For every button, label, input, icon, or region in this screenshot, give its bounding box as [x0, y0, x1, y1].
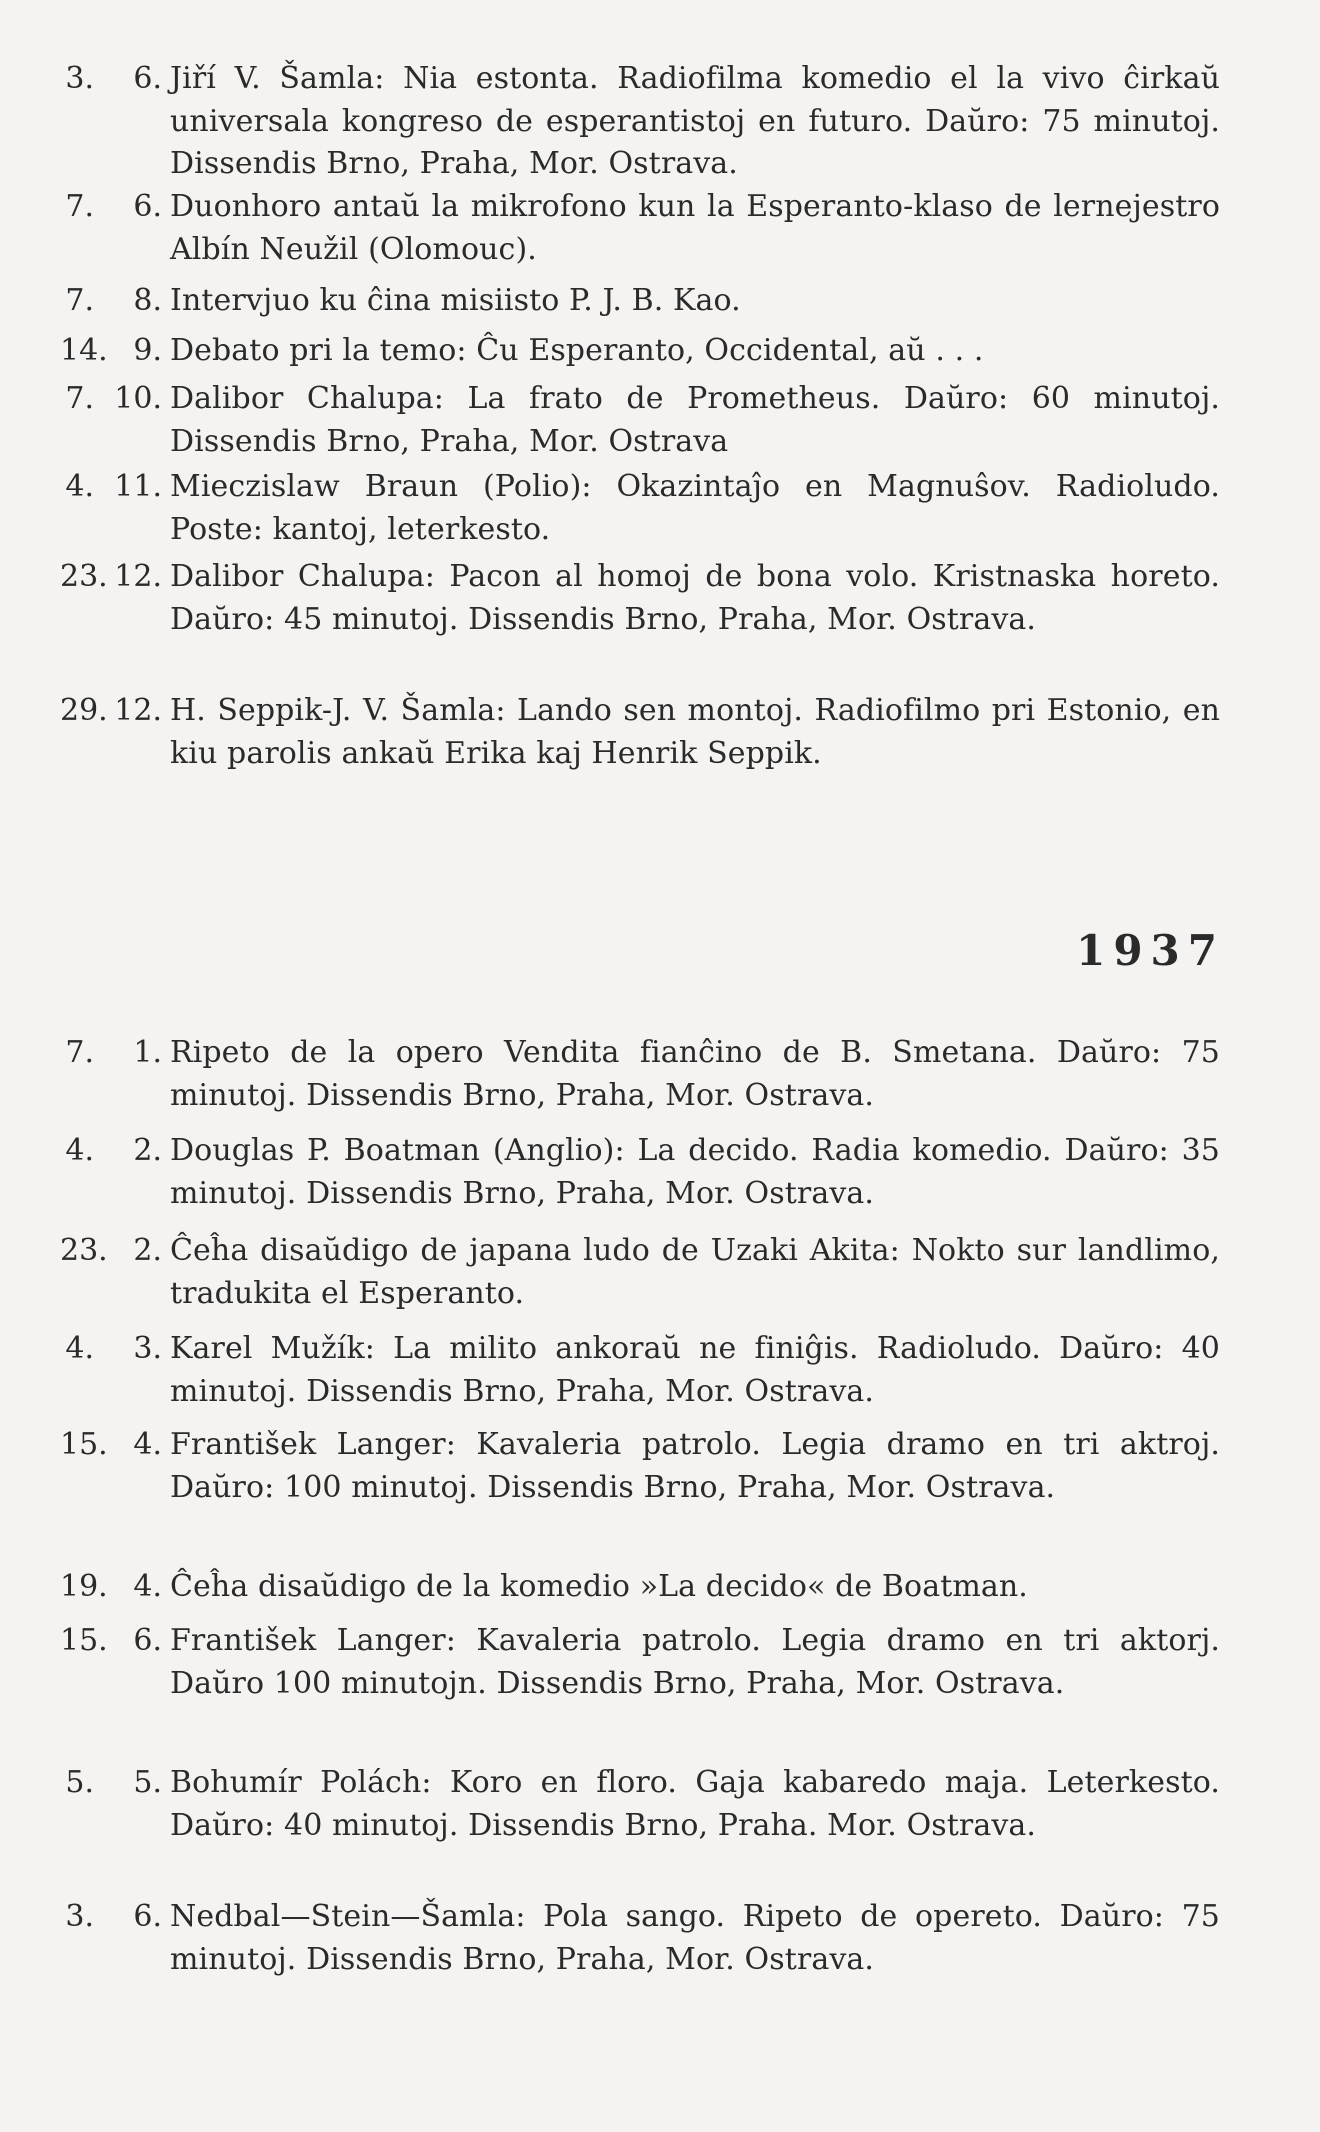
entry-month: 4.	[133, 1427, 162, 1462]
entry-day: 7.	[65, 381, 94, 416]
entry-day: 23.	[60, 1233, 108, 1268]
entry-month: 6.	[133, 1899, 162, 1934]
entry-day: 7.	[65, 283, 94, 318]
entry-day: 5.	[65, 1765, 94, 1800]
list-item	[60, 556, 1220, 641]
list-item	[60, 1566, 1220, 1609]
entry-month: 11.	[114, 469, 162, 504]
entry-text: Karel Mužík: La milito ankoraŭ ne finiĝis. Radioludo. Daŭro: 40 minutoj. Dissendis Brno, Praha, Mor. Ostrava.	[170, 1331, 1220, 1409]
entry-month: 8.	[133, 283, 162, 318]
entry-day: 4.	[65, 1133, 94, 1168]
entry-text: František Langer: Kavaleria patrolo. Legia dramo en tri aktroj. Daŭro: 100 minutoj. Dissendis Brno, Praha, Mor. Ostrava.	[170, 1427, 1220, 1505]
entry-text: H. Seppik-J. V. Šamla: Lando sen montoj. Radiofilmo pri Estonio, en kiu parolis ankaŭ Erika kaj Henrik Seppik.	[170, 693, 1220, 771]
entry-text: František Langer: Kavaleria patrolo. Legia dramo en tri aktorj. Daŭro 100 minutojn. Dissendis Brno, Praha, Mor. Ostrava.	[170, 1623, 1220, 1701]
year-heading: 1937	[1076, 926, 1225, 975]
entry-day: 23.	[60, 559, 108, 594]
entry-day: 14.	[60, 333, 108, 368]
entry-text: Douglas P. Boatman (Anglio): La decido. Radia komedio. Daŭro: 35 minutoj. Dissendis Brno, Praha, Mor. Ostrava.	[170, 1133, 1220, 1211]
list-item	[60, 1896, 1220, 1981]
list-item	[60, 1620, 1220, 1705]
entry-month: 6.	[133, 189, 162, 224]
list-item	[60, 1032, 1220, 1117]
list-item	[60, 1230, 1220, 1315]
entry-month: 2.	[133, 1133, 162, 1168]
list-item	[60, 466, 1220, 551]
entry-day: 4.	[65, 1331, 94, 1366]
entry-month: 3.	[133, 1331, 162, 1366]
entry-text: Dalibor Chalupa: Pacon al homoj de bona volo. Kristnaska horeto. Daŭro: 45 minutoj. Dissendis Brno, Praha, Mor. Ostrava.	[170, 559, 1220, 637]
entry-day: 7.	[65, 1035, 94, 1070]
entry-day: 3.	[65, 61, 94, 96]
list-item	[60, 280, 1220, 323]
entry-day: 19.	[60, 1569, 108, 1604]
entry-text: Ĉeĥa disaŭdigo de la komedio »La decido« de Boatman.	[170, 1569, 1028, 1604]
entry-month: 6.	[133, 61, 162, 96]
entry-day: 15.	[60, 1623, 108, 1658]
entry-text: Duonhoro antaŭ la mikrofono kun la Esperanto-klaso de lernejestro Albín Neužil (Olomouc).	[170, 189, 1220, 267]
entry-month: 2.	[133, 1233, 162, 1268]
entry-text: Intervjuo ku ĉina misiisto P. J. B. Kao.	[170, 283, 741, 318]
list-item	[60, 186, 1220, 271]
entry-text: Bohumír Polách: Koro en floro. Gaja kabaredo maja. Leterkesto. Daŭro: 40 minutoj. Dissendis Brno, Praha. Mor. Ostrava.	[170, 1765, 1220, 1843]
entry-text: Dalibor Chalupa: La frato de Prometheus. Daŭro: 60 minutoj. Dissendis Brno, Praha, Mor. Ostrava	[170, 381, 1220, 459]
list-item	[60, 1328, 1220, 1413]
entry-text: Nedbal—Stein—Šamla: Pola sango. Ripeto de opereto. Daŭro: 75 minutoj. Dissendis Brno, Praha, Mor. Ostrava.	[170, 1899, 1220, 1977]
entry-day: 29.	[60, 693, 108, 728]
entry-month: 9.	[133, 333, 162, 368]
list-item	[60, 378, 1220, 463]
entry-text: Ĉeĥa disaŭdigo de japana ludo de Uzaki Akita: Nokto sur landlimo, tradukita el Esperanto.	[170, 1233, 1220, 1311]
entry-day: 7.	[65, 189, 94, 224]
entry-month: 5.	[133, 1765, 162, 1800]
entry-month: 12.	[114, 693, 162, 728]
entry-text: Debato pri la temo: Ĉu Esperanto, Occidental, aŭ . . .	[170, 333, 984, 368]
list-item	[60, 690, 1220, 775]
entry-day: 3.	[65, 1899, 94, 1934]
entry-text: Mieczislaw Braun (Polio): Okazintaĵo en Magnuŝov. Radioludo. Poste: kantoj, leterkesto.	[170, 469, 1220, 547]
list-item	[60, 1762, 1220, 1847]
entry-month: 10.	[114, 381, 162, 416]
entry-month: 4.	[133, 1569, 162, 1604]
entry-day: 15.	[60, 1427, 108, 1462]
list-item	[60, 330, 1220, 373]
list-item	[60, 58, 1220, 186]
entry-text: Jiří V. Šamla: Nia estonta. Radiofilma komedio el la vivo ĉirkaŭ universala kongreso de esperantistoj en futuro. Daŭro: 75 minutoj. Dissendis Brno, Praha, Mor. Ostrava.	[170, 61, 1220, 182]
list-item	[60, 1424, 1220, 1509]
list-item	[60, 1130, 1220, 1215]
entry-text: Ripeto de la opero Vendita fianĉino de B. Smetana. Daŭro: 75 minutoj. Dissendis Brno, Praha, Mor. Ostrava.	[170, 1035, 1220, 1113]
entry-month: 1.	[133, 1035, 162, 1070]
entry-month: 12.	[114, 559, 162, 594]
entry-day: 4.	[65, 469, 94, 504]
entry-month: 6.	[133, 1623, 162, 1658]
